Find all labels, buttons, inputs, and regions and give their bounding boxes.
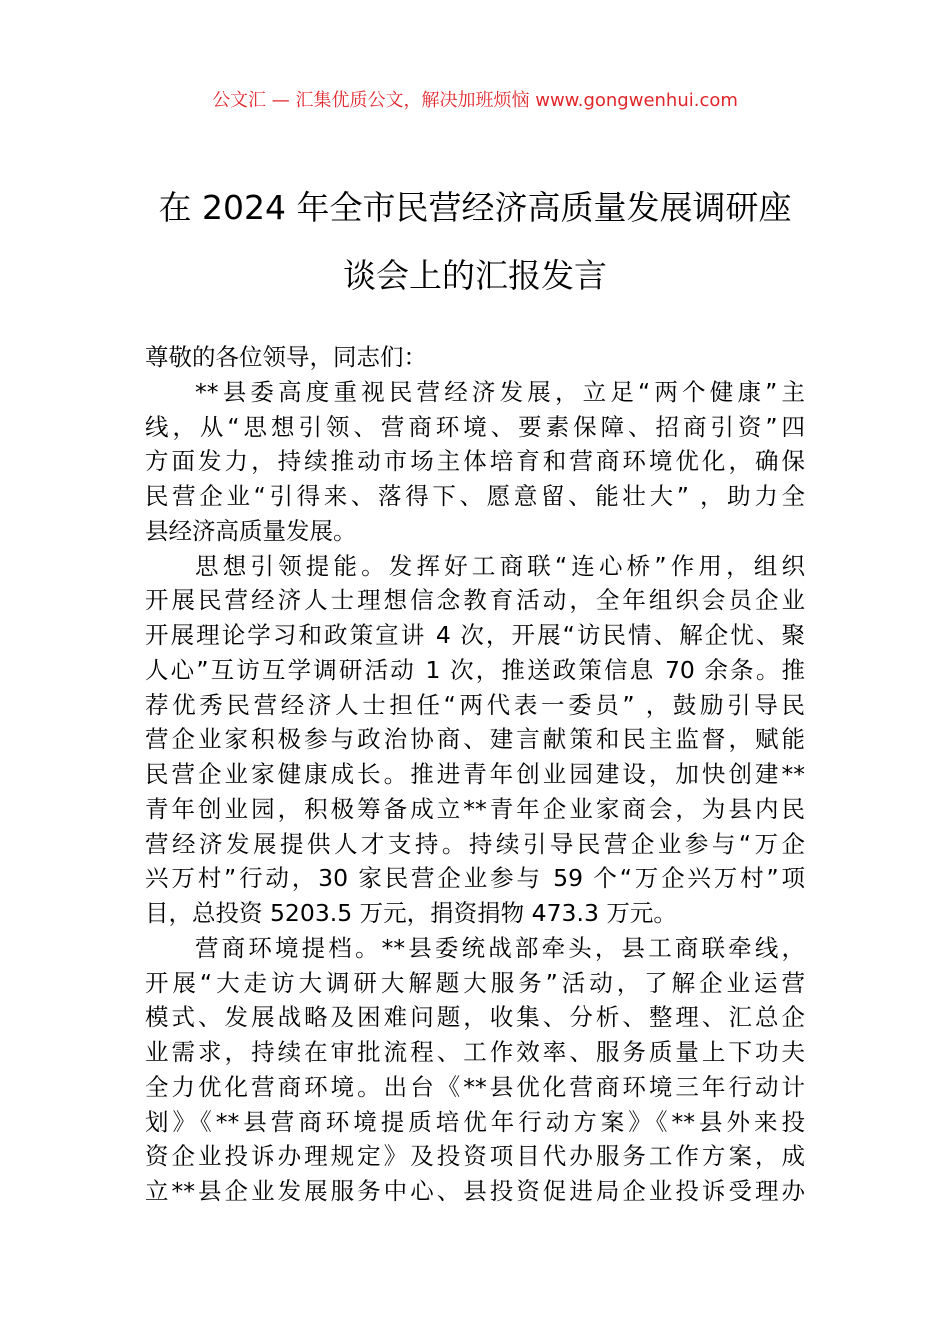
document-title-line-1: 在 2024 年全市民营经济高质量发展调研座 bbox=[158, 188, 792, 227]
body-text-line: 民营企业“引得来、落得下、愿意留、能壮大” ，助力全 bbox=[145, 482, 805, 510]
body-text-line: 划》《**县营商环境提质培优年行动方案》《**县外来投 bbox=[145, 1107, 805, 1136]
body-text-line: 人心”互访互学调研活动 1 次，推送政策信息 70 余条。推 bbox=[145, 655, 805, 684]
body-text-line: 营经济发展提供人才支持。持续引导民营企业参与“万企 bbox=[145, 829, 805, 858]
body-text-line: **县委高度重视民营经济发展，立足“两个健康”主 bbox=[195, 377, 805, 406]
body-text-line: 线，从“思想引领、营商环境、要素保障、招商引资”四 bbox=[145, 412, 805, 441]
body-text-line: 民营企业家健康成长。推进青年创业园建设，加快创建** bbox=[145, 760, 805, 788]
body-text-line: 开展理论学习和政策宣讲 4 次，开展“访民情、解企忧、聚 bbox=[145, 621, 805, 649]
body-text-line: 模式、发展战略及困难问题，收集、分析、整理、汇总企 bbox=[145, 1003, 805, 1032]
body-text-line: 营企业家积极参与政治协商、建言献策和民主监督，赋能 bbox=[145, 725, 805, 754]
body-text-line: 兴万村”行动，30 家民营企业参与 59 个“万企兴万村”项 bbox=[145, 864, 805, 893]
body-text-line: 开展“大走访大调研大解题大服务”活动，了解企业运营 bbox=[145, 968, 805, 997]
body-text-line: 资企业投诉办理规定》及投资项目代办服务工作方案，成 bbox=[145, 1142, 805, 1171]
body-text-line: 全力优化营商环境。出台《**县优化营商环境三年行动计 bbox=[145, 1072, 805, 1101]
body-text-line: 立**县企业发展服务中心、县投资促进局企业投诉受理办 bbox=[145, 1177, 805, 1205]
body-text-line: 开展民营经济人士理想信念教育活动，全年组织会员企业 bbox=[145, 586, 805, 615]
body-text-line: 荐优秀民营经济人士担任“两代表一委员” ，鼓励引导民 bbox=[145, 690, 805, 719]
body-text-line: 思想引领提能。发挥好工商联“连心桥”作用，组织 bbox=[195, 551, 805, 580]
body-text-line: 县经济高质量发展。 bbox=[145, 516, 357, 545]
body-text-line: 目，总投资 5203.5 万元，捐资捐物 473.3 万元。 bbox=[145, 899, 677, 927]
body-text-line: 尊敬的各位领导，同志们： bbox=[145, 343, 427, 371]
body-text-line: 业需求，持续在审批流程、工作效率、服务质量上下功夫 bbox=[145, 1038, 805, 1066]
body-text-line: 方面发力，持续推动市场主体培育和营商环境优化，确保 bbox=[145, 447, 805, 476]
body-text-line: 营商环境提档。**县委统战部牵头，县工商联牵线， bbox=[195, 933, 805, 962]
body-text-line: 青年创业园，积极筹备成立**青年企业家商会，为县内民 bbox=[145, 794, 805, 823]
document-title-line-2: 谈会上的汇报发言 bbox=[343, 256, 607, 295]
document-body bbox=[145, 340, 805, 1209]
watermark-banner: 公文汇 — 汇集优质公文，解决加班烦恼 www.gongwenhui.com bbox=[212, 90, 738, 111]
